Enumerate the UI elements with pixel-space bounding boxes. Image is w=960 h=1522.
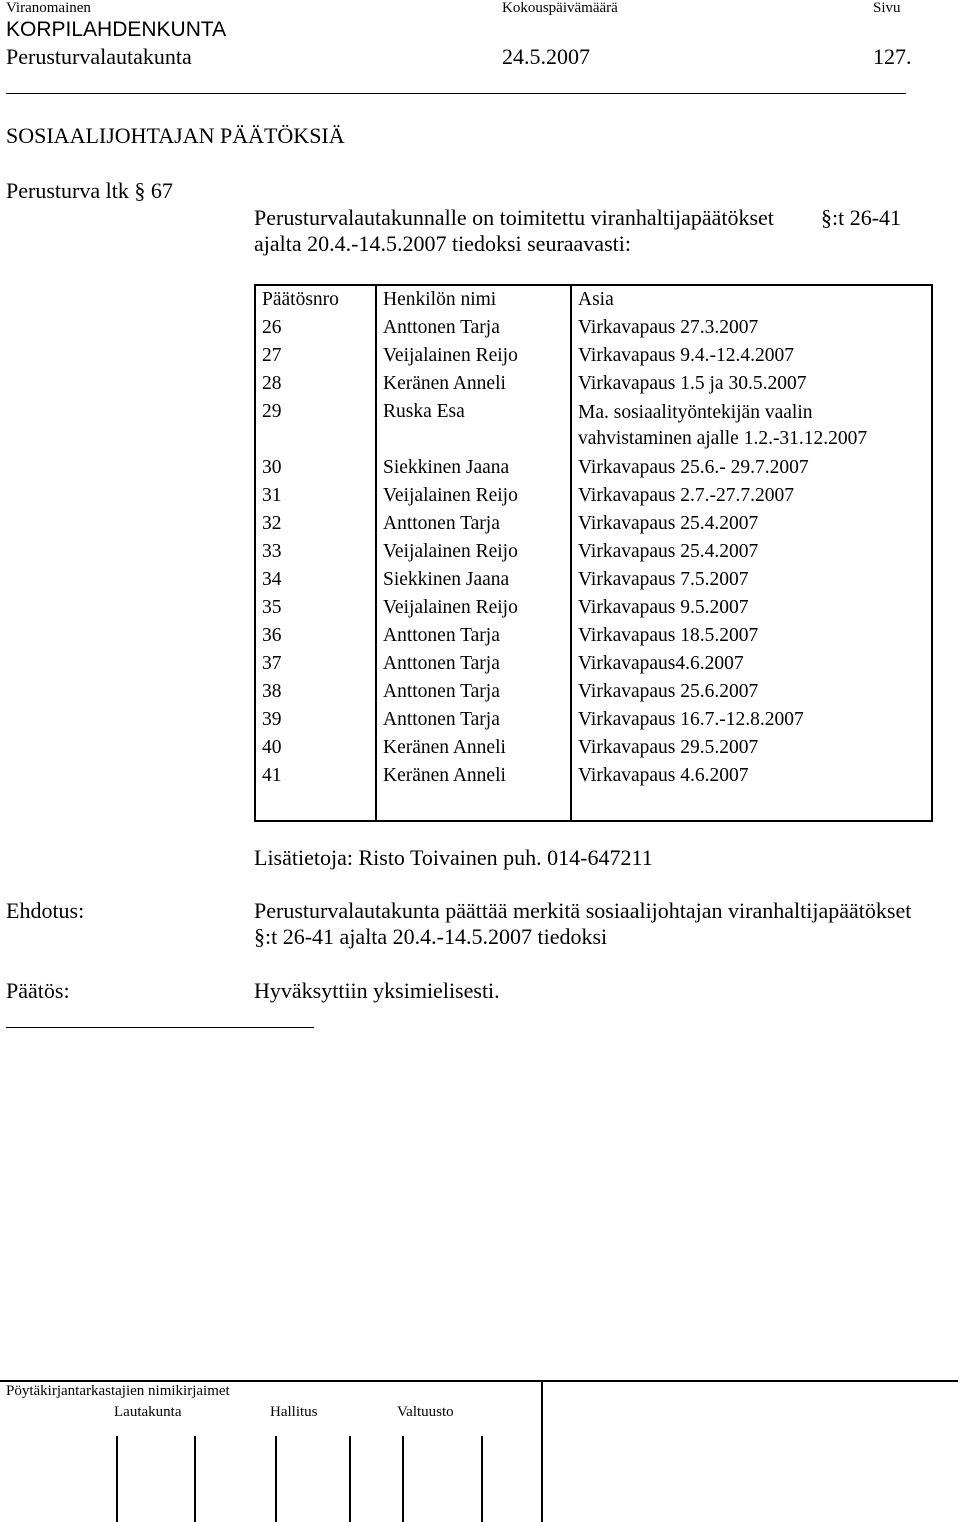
row-name: Keränen Anneli — [376, 762, 571, 790]
row-subject-line-2: vahvistaminen ajalle 1.2.-31.12.2007 — [578, 428, 868, 449]
proposal-line-1: Perusturvalautakunta päättää merkitä sosiaalijohtajan viranhaltijapäätökset — [254, 898, 912, 923]
row-name: Anttonen Tarja — [376, 678, 571, 706]
row-name: Veijalainen Reijo — [376, 594, 571, 622]
footer-col-government: Hallitus — [270, 1404, 318, 1420]
row-number: 28 — [255, 370, 376, 398]
row-subject: Virkavapaus 2.7.-27.7.2007 — [571, 482, 932, 510]
footer-divider — [541, 1380, 543, 1522]
row-name: Veijalainen Reijo — [376, 342, 571, 370]
table-row — [255, 342, 932, 370]
row-number: 32 — [255, 510, 376, 538]
row-name: Ruska Esa — [376, 398, 571, 454]
contact-info: Lisätietoja: Risto Toivainen puh. 014-647211 — [254, 845, 653, 870]
table-row — [255, 594, 932, 622]
row-name: Siekkinen Jaana — [376, 566, 571, 594]
proposal-label: Ehdotus: — [6, 898, 85, 923]
footer-signature-line — [116, 1436, 118, 1522]
table-row — [255, 650, 932, 678]
row-subject: Virkavapaus 16.7.-12.8.2007 — [571, 706, 932, 734]
intro-line-2: ajalta 20.4.-14.5.2007 tiedoksi seuraavasti: — [254, 231, 631, 256]
page-number: 127. — [873, 44, 912, 69]
row-number: 35 — [255, 594, 376, 622]
decision-text: Hyväksyttiin yksimielisesti. — [254, 978, 500, 1003]
row-subject: Virkavapaus 25.6.- 29.7.2007 — [571, 454, 932, 482]
row-number: 34 — [255, 566, 376, 594]
row-number: 26 — [255, 314, 376, 342]
municipality-name: KORPILAHDENKUNTA — [6, 18, 227, 41]
table-header-row — [255, 285, 932, 314]
empty-cell — [571, 790, 932, 821]
header-decision-number: Päätösnro — [255, 285, 376, 314]
decision-label: Päätös: — [6, 978, 70, 1003]
section-title: SOSIAALIJOHTAJAN PÄÄTÖKSIÄ — [6, 123, 345, 148]
table-row — [255, 678, 932, 706]
row-number: 40 — [255, 734, 376, 762]
row-name: Veijalainen Reijo — [376, 538, 571, 566]
row-subject: Virkavapaus 27.3.2007 — [571, 314, 932, 342]
intro-line-1: Perusturvalautakunnalle on toimitettu viranhaltijapäätökset — [254, 205, 774, 230]
row-name: Anttonen Tarja — [376, 706, 571, 734]
row-subject: Virkavapaus 18.5.2007 — [571, 622, 932, 650]
row-name: Keränen Anneli — [376, 370, 571, 398]
row-number: 33 — [255, 538, 376, 566]
row-subject: Virkavapaus 25.4.2007 — [571, 510, 932, 538]
footer-signature-line — [481, 1436, 483, 1522]
row-name: Siekkinen Jaana — [376, 454, 571, 482]
table-row — [255, 734, 932, 762]
table-row — [255, 398, 932, 454]
table-row — [255, 566, 932, 594]
table-row — [255, 510, 932, 538]
row-name: Anttonen Tarja — [376, 622, 571, 650]
row-name: Anttonen Tarja — [376, 650, 571, 678]
row-subject: Virkavapaus 29.5.2007 — [571, 734, 932, 762]
footer-col-council: Valtuusto — [397, 1404, 454, 1420]
row-subject: Virkavapaus 4.6.2007 — [571, 762, 932, 790]
row-subject: Virkavapaus 7.5.2007 — [571, 566, 932, 594]
footer-signature-line — [275, 1436, 277, 1522]
footer-col-board: Lautakunta — [114, 1404, 182, 1420]
header-label-author: Viranomainen — [6, 0, 91, 16]
row-number: 37 — [255, 650, 376, 678]
row-name: Keränen Anneli — [376, 734, 571, 762]
empty-cell — [255, 790, 376, 821]
table-row — [255, 706, 932, 734]
table-empty-row — [255, 790, 932, 821]
footer-top-rule — [0, 1380, 958, 1382]
row-subject: Virkavapaus4.6.2007 — [571, 650, 932, 678]
table-row — [255, 762, 932, 790]
row-number: 39 — [255, 706, 376, 734]
footer-signature-line — [194, 1436, 196, 1522]
row-subject — [571, 398, 932, 454]
row-subject: Virkavapaus 9.4.-12.4.2007 — [571, 342, 932, 370]
row-subject: Virkavapaus 25.4.2007 — [571, 538, 932, 566]
row-name: Anttonen Tarja — [376, 510, 571, 538]
table-row — [255, 482, 932, 510]
footer-title: Pöytäkirjantarkastajien nimikirjaimet — [6, 1383, 230, 1399]
table-row — [255, 538, 932, 566]
row-number: 27 — [255, 342, 376, 370]
header-rule — [6, 93, 906, 94]
row-number: 41 — [255, 762, 376, 790]
row-number: 31 — [255, 482, 376, 510]
header-subject: Asia — [571, 285, 932, 314]
board-name: Perusturvalautakunta — [6, 44, 192, 69]
table-row — [255, 370, 932, 398]
footer-signature-line — [402, 1436, 404, 1522]
decisions-table — [254, 284, 933, 822]
case-reference: Perusturva ltk § 67 — [6, 178, 173, 203]
row-subject: Virkavapaus 1.5 ja 30.5.2007 — [571, 370, 932, 398]
row-subject: Virkavapaus 25.6.2007 — [571, 678, 932, 706]
table-row — [255, 454, 932, 482]
row-name: Anttonen Tarja — [376, 314, 571, 342]
proposal-line-2: §:t 26-41 ajalta 20.4.-14.5.2007 tiedoksi — [254, 924, 608, 949]
footer-signature-line — [349, 1436, 351, 1522]
table-row — [255, 314, 932, 342]
row-number: 30 — [255, 454, 376, 482]
row-number: 29 — [255, 398, 376, 454]
intro-line-1-suffix: §:t 26-41 — [821, 205, 902, 230]
row-subject-line-1: Ma. sosiaalityöntekijän vaalin — [578, 402, 813, 423]
header-person-name: Henkilön nimi — [376, 285, 571, 314]
header-label-page: Sivu — [873, 0, 901, 16]
table-row — [255, 622, 932, 650]
decision-rule — [6, 1027, 314, 1028]
row-number: 36 — [255, 622, 376, 650]
row-name: Veijalainen Reijo — [376, 482, 571, 510]
meeting-date: 24.5.2007 — [502, 44, 590, 69]
row-subject: Virkavapaus 9.5.2007 — [571, 594, 932, 622]
empty-cell — [376, 790, 571, 821]
row-number: 38 — [255, 678, 376, 706]
header-label-date: Kokouspäivämäärä — [502, 0, 618, 16]
